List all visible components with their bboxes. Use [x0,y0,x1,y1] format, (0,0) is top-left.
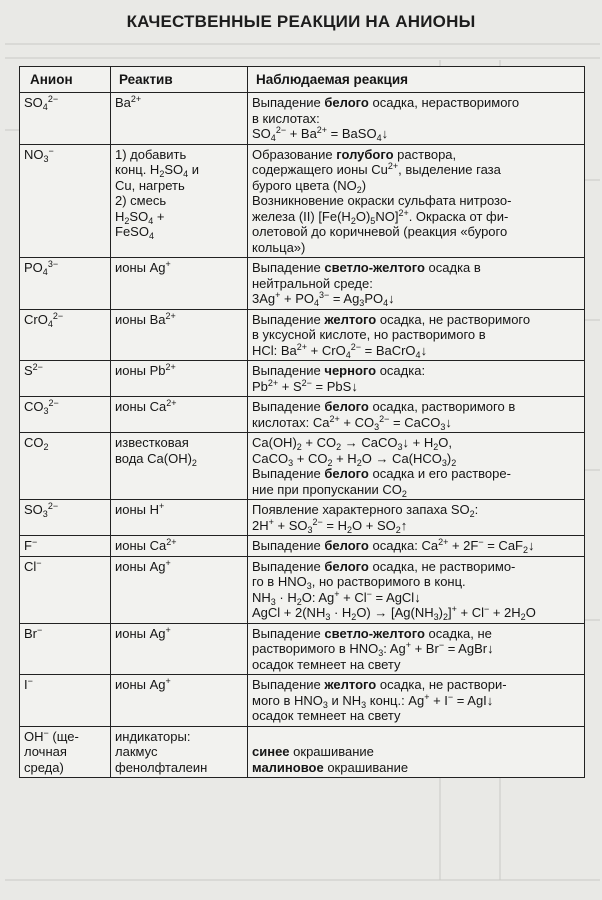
table-header-row [20,67,585,93]
reagent-cell: ионы $Ba^{2+}$ [111,309,248,361]
table-body [20,93,585,778]
table-row [20,675,585,727]
table-row [20,556,585,623]
reaction-cell: Выпадение светло-желтого осадка в нейтральной среде: $3Ag^+ + PO_4^{3-}$ = $Ag_3PO_4↓$ [248,258,585,310]
column-header-reaction: Наблюдаемая реакция [248,67,585,93]
table-row [20,309,585,361]
reaction-cell: Выпадение черного осадка: $Pb^{2+} + S^{2-}$ = PbS↓ [248,361,585,397]
reagent-cell: ионы Ag+ [111,556,248,623]
reaction-cell: Выпадение светло-желтого осадка, не растворимого в $HNO_3$: Ag+ + Br− = AgBr↓ осадок темнеет на свету [248,623,585,675]
table-row [20,536,585,557]
column-header-reagent: Реактив [111,67,248,93]
anion-cell: Br− [20,623,111,675]
reaction-cell: синее окрашивание малиновое окрашивание [248,726,585,778]
table-row [20,258,585,310]
table-row [20,433,585,500]
table-row [20,500,585,536]
reaction-cell: Выпадение белого осадка, не растворимо- го в $HNO_3$, но растворимого в конц. $NH_3 \cdot H_2O$: Ag+ + Cl− = AgCl↓ AgCl + $2(NH_3 \cdot H_2O) \to [Ag(NH_3)_2]^+ + Cl^- + 2H_2O$ [248,556,585,623]
column-header-anion: Анион [20,67,111,93]
reaction-cell: Появление характерного запаха $SO_2$: $2H^+ + SO_3^{2-} = H_2O$ + $SO_2↑$ [248,500,585,536]
anion-reactions-table [19,66,585,778]
anion-cell: $CO_3^{2-}$ [20,397,111,433]
reagent-cell: ионы H+ [111,500,248,536]
reagent-cell: ионы Ag+ [111,258,248,310]
table-row [20,397,585,433]
reagent-cell: $Ba^{2+}$ [111,93,248,145]
anion-cell: OH− (ще- лочная среда) [20,726,111,778]
reagent-cell: индикаторы: лакмус фенолфталеин [111,726,248,778]
reaction-cell: Выпадение белого осадка, растворимого в кислотах: $Ca^{2+} + CO_3^{2-}$ = CaCO$_3$↓ [248,397,585,433]
reaction-cell: $Ca(OH)_2 + CO_2$ → CaCO$_3$↓ + $H_2O$, CaCO$_3$ + $CO_2 + H_2O \to Ca(HCO_3)_2$ Выпадение белого осадка и его растворе- ние при пропускании $CO_2$ [248,433,585,500]
reaction-cell: Выпадение желтого осадка, не раствори- мого в $HNO_3$ и $NH_3$ конц.: Ag+ + I− = AgI↓ осадок темнеет на свету [248,675,585,727]
page-title: КАЧЕСТВЕННЫЕ РЕАКЦИИ НА АНИОНЫ [126,12,476,31]
reagent-cell: ионы Ag+ [111,623,248,675]
anion-cell: $PO_4^{3-}$ [20,258,111,310]
reagent-cell: ионы $Pb^{2+}$ [111,361,248,397]
anion-cell: F− [20,536,111,557]
reaction-cell: Выпадение желтого осадка, не растворимого в уксусной кислоте, но растворимого в HCl: $Ba^{2+} + CrO_4^{2-}$ = BaCrO$_4$↓ [248,309,585,361]
anion-cell: CrO$_4^{2-}$ [20,309,111,361]
anion-cell: $NO_3^-$ [20,144,111,258]
table-row [20,726,585,778]
reagent-cell: ионы Ag+ [111,675,248,727]
reagent-cell: известковая вода $Ca(OH)_2$ [111,433,248,500]
reagent-cell: ионы $Ca^{2+}$ [111,536,248,557]
table-row [20,144,585,258]
anion-cell: $SO_4^{2-}$ [20,93,111,145]
reagent-cell: ионы $Ca^{2+}$ [111,397,248,433]
anion-cell: I− [20,675,111,727]
reagent-cell: 1) добавить конц. $H_2SO_4$ и Cu, нагреть 2) смесь $H_2SO_4$ + FeSO$_4$ [111,144,248,258]
reaction-cell: Образование голубого раствора, содержащего ионы $Cu^{2+}$, выделение газа бурого цвета $(NO_2)$ Возникновение окраски сульфата нитрозо- железа (II) $[Fe(H_2O)_5NO]^{2+}$. Окраска от фи- олетовой до коричневой (реакция «бурого кольца») [248,144,585,258]
anion-cell: Cl− [20,556,111,623]
anion-cell: $S^{2-}$ [20,361,111,397]
table-row [20,361,585,397]
table-row [20,93,585,145]
reaction-cell: Выпадение белого осадка: $Ca^{2+} + 2F^-$ = CaF$_2$↓ [248,536,585,557]
anion-cell: $CO_2$ [20,433,111,500]
anion-cell: $SO_3^{2-}$ [20,500,111,536]
reaction-cell: Выпадение белого осадка, нерастворимого в кислотах: $SO_4^{2-} + Ba^{2+}$ = BaSO$_4$↓ [248,93,585,145]
table-row [20,623,585,675]
